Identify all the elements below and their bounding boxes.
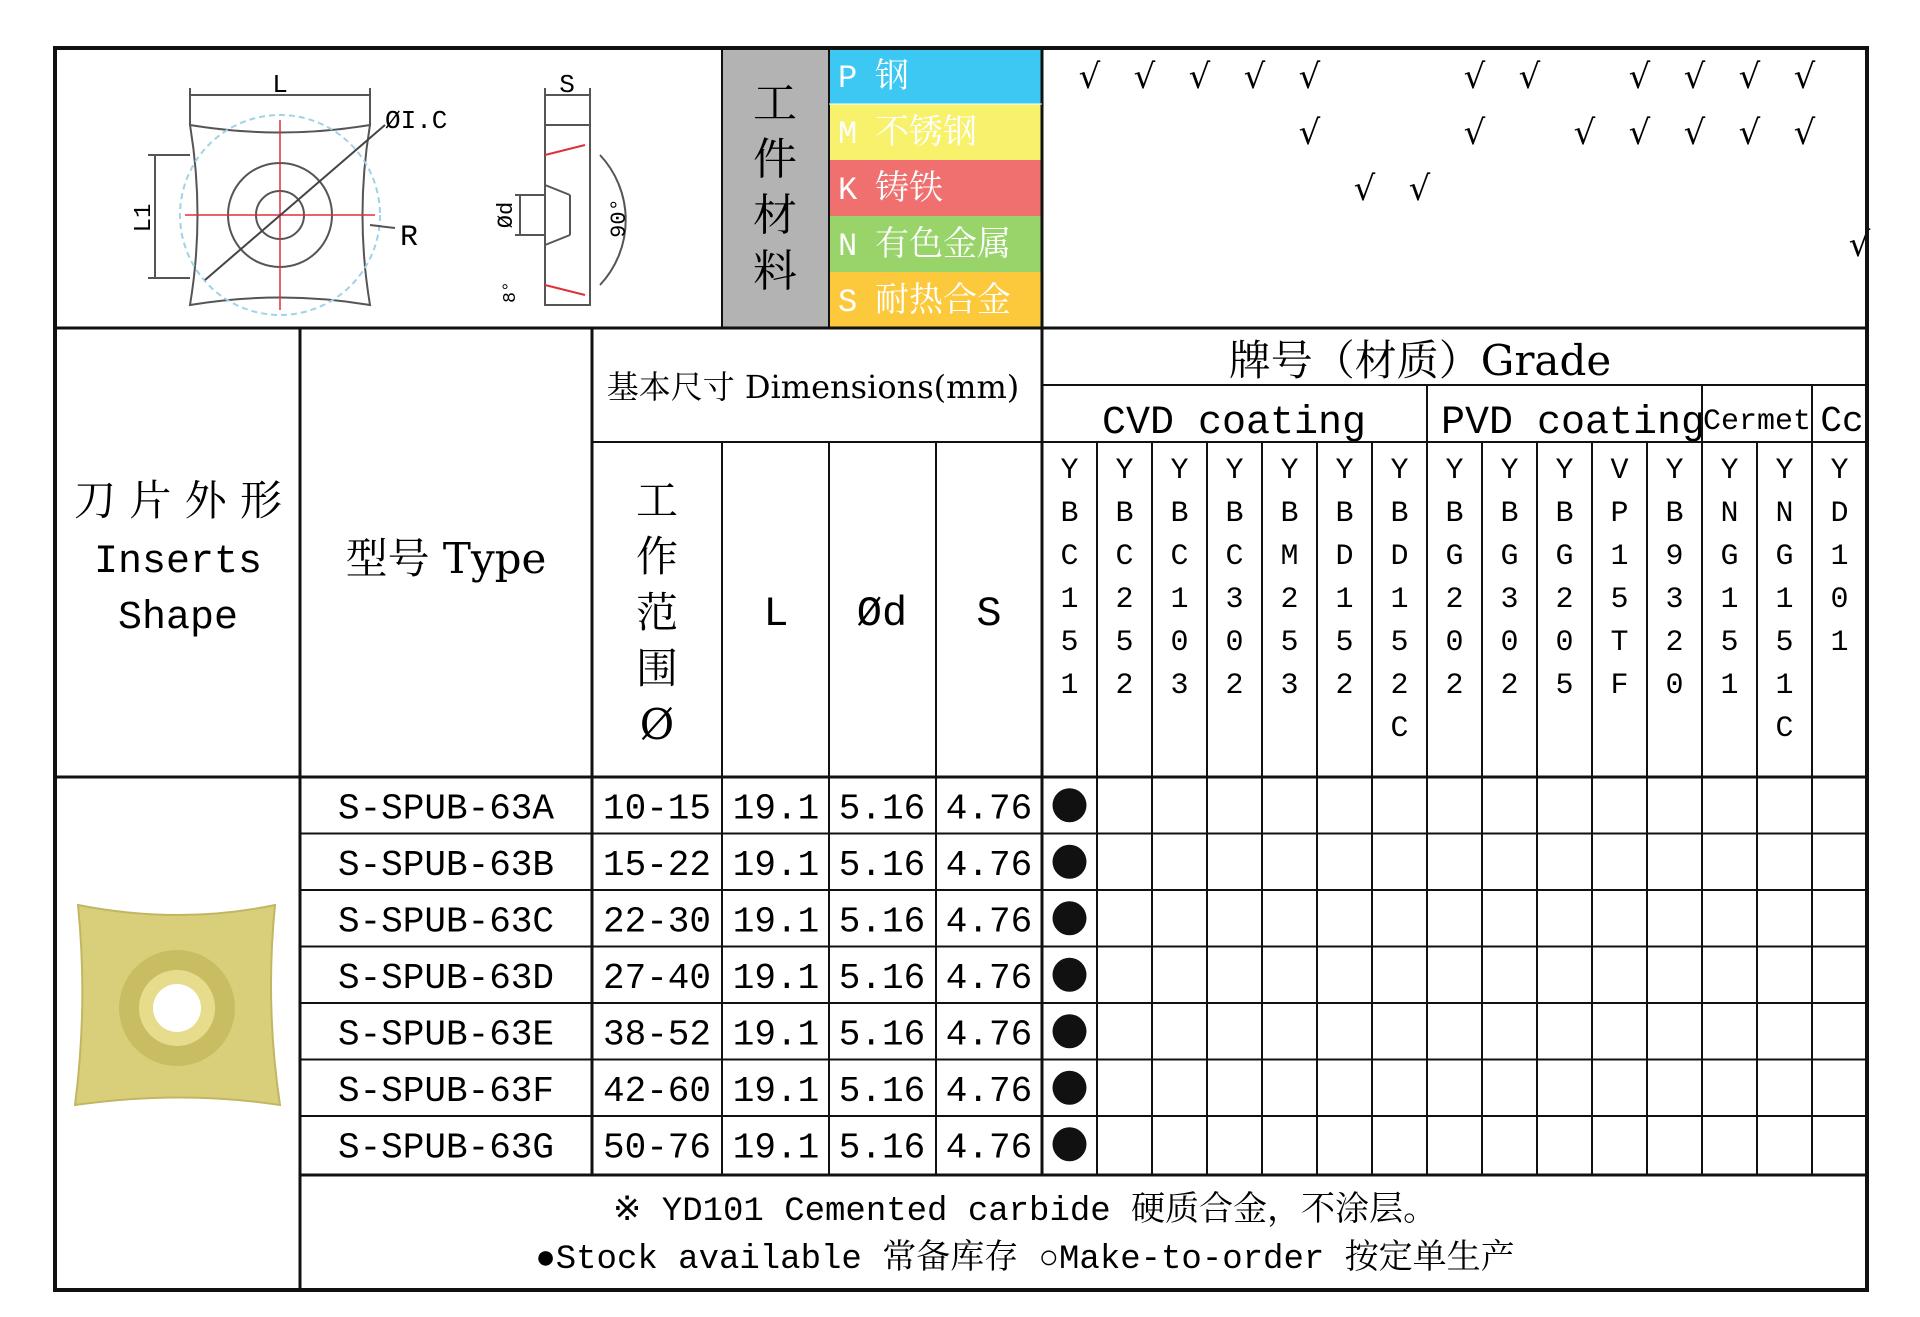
row-d: 5.16 (838, 1014, 926, 1056)
check-mark: √ (1683, 113, 1706, 153)
grade-char: 0 (1830, 583, 1849, 617)
grade-char: D (1335, 540, 1354, 574)
check-mark: √ (1628, 57, 1651, 97)
grade-char: G (1720, 540, 1739, 574)
grade-char: 2 (1115, 583, 1134, 617)
grade-header-YB9320 (1665, 454, 1683, 703)
range-char: 范 (635, 588, 679, 637)
row-d: 5.16 (838, 788, 926, 830)
header-col-d: Ød (856, 590, 908, 638)
dim-IC-label: ØI.C (385, 106, 448, 136)
row-d: 5.16 (838, 957, 926, 999)
check-mark: √ (1133, 57, 1156, 97)
row-range: 42-60 (602, 1070, 712, 1112)
grade-header-YBG302 (1500, 454, 1518, 703)
material-code: K (838, 172, 858, 209)
check-mark: √ (1628, 113, 1651, 153)
row-L: 19.1 (732, 1070, 820, 1112)
grade-char: B (1060, 497, 1079, 531)
material-side-char: 工 (753, 78, 797, 129)
row-S: 4.76 (945, 788, 1033, 830)
grade-columns (1060, 454, 1848, 746)
grade-header-YNG151 (1720, 454, 1738, 703)
table-header (74, 336, 1864, 749)
grade-char: 2 (1280, 583, 1299, 617)
note-line-2: ●Stock available 常备库存 ○Make-to-order 按定单生产 (535, 1241, 1515, 1279)
grade-char: 5 (1390, 626, 1409, 660)
row-S: 4.76 (945, 957, 1033, 999)
grade-char: 3 (1500, 583, 1519, 617)
grade-char: Y (1830, 454, 1849, 488)
product-rows (338, 788, 1087, 1168)
grade-char: F (1610, 669, 1629, 703)
grade-header-YBM253 (1280, 454, 1298, 703)
grade-header-YD101 (1830, 454, 1848, 660)
material-name: 耐热合金 (875, 280, 1011, 320)
check-mark: √ (1408, 169, 1431, 209)
grade-char: D (1390, 540, 1409, 574)
technical-drawing (131, 70, 632, 315)
check-mark: √ (1298, 113, 1321, 153)
material-name: 铸铁 (875, 168, 943, 208)
header-grade: 牌号（材质）Grade (1228, 336, 1612, 385)
check-mark: √ (1353, 169, 1376, 209)
stock-dot (1053, 845, 1087, 879)
row-type: S-SPUB-63D (337, 957, 555, 999)
material-code: M (838, 116, 858, 153)
grade-char: 2 (1225, 669, 1244, 703)
grade-char: Y (1445, 454, 1464, 488)
insert-front-view (148, 88, 395, 315)
grade-char: G (1775, 540, 1794, 574)
row-type: S-SPUB-63A (337, 788, 555, 830)
grade-char: 1 (1060, 583, 1079, 617)
material-code: N (838, 228, 858, 265)
grade-char: D (1830, 497, 1849, 531)
material-row-P (829, 48, 1042, 104)
grade-char: Y (1115, 454, 1134, 488)
grade-char: 1 (1390, 583, 1409, 617)
grade-char: 3 (1280, 669, 1299, 703)
row-L: 19.1 (732, 788, 820, 830)
grade-char: B (1335, 497, 1354, 531)
row-range: 22-30 (602, 901, 712, 943)
row-S: 4.76 (945, 1014, 1033, 1056)
material-row-bg (829, 48, 1042, 104)
grade-char: 5 (1060, 626, 1079, 660)
grade-char: P (1610, 497, 1629, 531)
grade-char: 1 (1610, 540, 1629, 574)
material-checks (1079, 57, 1871, 265)
insert-side-view (515, 88, 626, 305)
check-mark: √ (1188, 57, 1211, 97)
grade-char: G (1445, 540, 1464, 574)
stock-dot (1053, 901, 1087, 935)
header-col-S: S (976, 590, 1002, 638)
row-type: S-SPUB-63F (337, 1070, 555, 1112)
material-legend (829, 48, 1042, 328)
grade-char: 1 (1830, 626, 1849, 660)
check-mark: √ (1573, 113, 1596, 153)
grade-char: Y (1775, 454, 1794, 488)
row-range: 38-52 (602, 1014, 712, 1056)
table-row (338, 1127, 1087, 1168)
grade-header-VP15TF (1610, 454, 1628, 703)
table-row (338, 958, 1087, 999)
row-L: 19.1 (732, 1127, 820, 1169)
grade-char: G (1555, 540, 1574, 574)
header-group-pvd: PVD coating (1440, 401, 1706, 446)
material-name: 有色金属 (875, 224, 1011, 264)
row-S: 4.76 (945, 1070, 1033, 1112)
row-S: 4.76 (945, 844, 1033, 886)
row-type: S-SPUB-63B (337, 844, 555, 886)
grade-header-YBC151 (1060, 454, 1078, 703)
material-side-char: 件 (753, 134, 797, 185)
grade-char: 5 (1335, 626, 1354, 660)
header-group-cermet: Cermet (1702, 405, 1812, 439)
check-mark: √ (1793, 57, 1816, 97)
grade-char: Y (1060, 454, 1079, 488)
grade-char: 2 (1445, 669, 1464, 703)
grade-char: 1 (1060, 669, 1079, 703)
row-d: 5.16 (838, 1127, 926, 1169)
grade-char: 0 (1500, 626, 1519, 660)
row-S: 4.76 (945, 901, 1033, 943)
check-mark: √ (1683, 57, 1706, 97)
grade-char: 5 (1280, 626, 1299, 660)
grade-char: 2 (1500, 669, 1519, 703)
stock-dot (1053, 1071, 1087, 1105)
stock-dot (1053, 788, 1087, 822)
table-row (338, 1014, 1087, 1055)
grade-char: B (1555, 497, 1574, 531)
row-d: 5.16 (838, 901, 926, 943)
table-row (338, 845, 1087, 886)
grade-header-YBD152 (1335, 454, 1353, 703)
row-L: 19.1 (732, 1014, 820, 1056)
check-mark: √ (1298, 57, 1321, 97)
grade-char: 0 (1445, 626, 1464, 660)
grade-char: 2 (1390, 669, 1409, 703)
dim-8-label: 8° (501, 281, 521, 303)
grade-char: C (1775, 712, 1794, 746)
check-mark: √ (1078, 57, 1101, 97)
stock-dot (1053, 1127, 1087, 1161)
material-name: 钢 (875, 56, 909, 96)
grade-char: Y (1170, 454, 1189, 488)
grade-char: 9 (1665, 540, 1684, 574)
grade-char: 2 (1555, 583, 1574, 617)
grade-char: Y (1720, 454, 1739, 488)
grade-char: 3 (1665, 583, 1684, 617)
dim-R-label: R (400, 221, 419, 255)
grade-header-YBC252 (1115, 454, 1133, 703)
grade-char: B (1500, 497, 1519, 531)
grade-char: 2 (1665, 626, 1684, 660)
material-code: P (838, 60, 858, 97)
grade-char: B (1665, 497, 1684, 531)
grade-char: 1 (1775, 669, 1794, 703)
table-row (338, 788, 1087, 829)
material-row-M (829, 104, 1042, 160)
grade-char: C (1115, 540, 1134, 574)
check-mark: √ (1848, 225, 1871, 265)
table-row (338, 901, 1087, 942)
check-mark: √ (1793, 113, 1816, 153)
material-row-S (829, 272, 1042, 328)
check-mark: √ (1463, 113, 1486, 153)
grade-char: C (1390, 712, 1409, 746)
row-range: 15-22 (602, 844, 712, 886)
grade-char: Y (1665, 454, 1684, 488)
row-type: S-SPUB-63C (337, 901, 555, 943)
check-mark: √ (1243, 57, 1266, 97)
grade-char: N (1775, 497, 1794, 531)
grade-char: Y (1555, 454, 1574, 488)
grade-char: Y (1280, 454, 1299, 488)
grade-char: 0 (1170, 626, 1189, 660)
row-range: 50-76 (602, 1127, 712, 1169)
grade-header-YBD152C (1390, 454, 1408, 746)
row-type: S-SPUB-63G (337, 1127, 555, 1169)
header-type: 型号 Type (345, 534, 547, 583)
grade-char: B (1225, 497, 1244, 531)
insert-photo (75, 905, 280, 1105)
header-shape-cn: 刀 片 外 形 (73, 476, 283, 525)
grade-char: N (1720, 497, 1739, 531)
grade-char: B (1170, 497, 1189, 531)
grade-char: Y (1500, 454, 1519, 488)
check-mark: √ (1738, 57, 1761, 97)
grade-char: 1 (1775, 583, 1794, 617)
header-shape-en2: Shape (117, 596, 239, 641)
dim-L1-label: L1 (131, 203, 158, 233)
grade-char: 1 (1720, 583, 1739, 617)
range-char: 作 (635, 532, 679, 581)
header-col-L: L (763, 590, 789, 638)
check-mark: √ (1518, 57, 1541, 97)
grade-header-YBC302 (1225, 454, 1243, 703)
grade-char: 2 (1115, 669, 1134, 703)
header-dimensions: 基本尺寸 Dimensions(mm) (606, 368, 1020, 406)
material-row-K (829, 160, 1042, 216)
dim-d-label: Ød (494, 201, 519, 229)
grade-char: T (1610, 626, 1629, 660)
grade-char: 2 (1335, 669, 1354, 703)
grade-char: Y (1225, 454, 1244, 488)
grade-char: 5 (1720, 626, 1739, 660)
row-L: 19.1 (732, 901, 820, 943)
grade-char: 1 (1335, 583, 1354, 617)
grade-char: 1 (1830, 540, 1849, 574)
grade-header-YBG202 (1445, 454, 1463, 703)
range-char: Ø (639, 700, 675, 749)
row-range: 10-15 (602, 788, 712, 830)
grade-char: 0 (1555, 626, 1574, 660)
grade-char: 1 (1170, 583, 1189, 617)
grade-char: C (1060, 540, 1079, 574)
grade-char: 3 (1170, 669, 1189, 703)
row-S: 4.76 (945, 1127, 1033, 1169)
grade-char: 5 (1610, 583, 1629, 617)
header-range (636, 476, 678, 749)
material-side-char: 料 (753, 246, 797, 297)
grade-char: V (1610, 454, 1629, 488)
dim-L-label: L (272, 70, 288, 100)
grade-char: C (1225, 540, 1244, 574)
header-group-cvd: CVD coating (1101, 401, 1367, 446)
row-range: 27-40 (602, 957, 712, 999)
stock-dot (1053, 1014, 1087, 1048)
material-name: 不锈钢 (875, 112, 977, 152)
grade-char: M (1280, 540, 1299, 574)
material-code: S (838, 284, 858, 321)
material-side-char: 材 (753, 190, 797, 241)
grade-char: 1 (1720, 669, 1739, 703)
grade-char: 3 (1225, 583, 1244, 617)
header-group-cc: Cc (1820, 401, 1864, 442)
grade-char: 5 (1115, 626, 1134, 660)
grade-char: 0 (1225, 626, 1244, 660)
note-line-1: ※ YD101 Cemented carbide 硬质合金，不涂层。 (612, 1193, 1438, 1231)
grade-char: Y (1335, 454, 1354, 488)
row-L: 19.1 (732, 957, 820, 999)
grade-char: B (1280, 497, 1299, 531)
grade-header-YBG205 (1555, 454, 1573, 703)
material-row-N (829, 216, 1042, 272)
grade-char: 5 (1555, 669, 1574, 703)
grade-char: 0 (1665, 669, 1684, 703)
grade-header-YBC103 (1170, 454, 1188, 703)
grade-char: B (1445, 497, 1464, 531)
grade-char: Y (1390, 454, 1409, 488)
grade-char: 5 (1775, 626, 1794, 660)
dim-S-label: S (559, 70, 575, 100)
range-char: 围 (635, 644, 679, 693)
grade-char: G (1500, 540, 1519, 574)
header-shape-en1: Inserts (93, 540, 263, 585)
row-d: 5.16 (838, 844, 926, 886)
check-mark: √ (1463, 57, 1486, 97)
grade-char: B (1390, 497, 1409, 531)
grade-char: B (1115, 497, 1134, 531)
grade-char: 2 (1445, 583, 1464, 617)
row-L: 19.1 (732, 844, 820, 886)
dim-90-label: 90° (607, 198, 632, 238)
check-mark: √ (1738, 113, 1761, 153)
grade-header-YNG151C (1775, 454, 1793, 746)
range-char: 工 (635, 476, 679, 525)
table-row (338, 1071, 1087, 1112)
grade-char: C (1170, 540, 1189, 574)
row-d: 5.16 (838, 1070, 926, 1112)
row-type: S-SPUB-63E (337, 1014, 555, 1056)
stock-dot (1053, 958, 1087, 992)
